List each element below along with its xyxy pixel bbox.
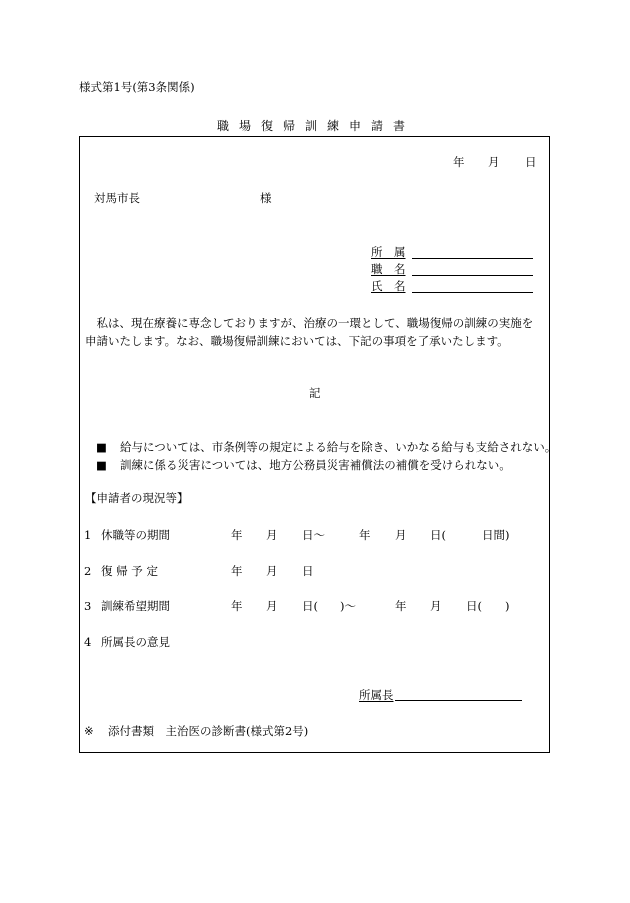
return-month: 月: [266, 564, 278, 578]
item-label-return-plan: 復 帰 予 定: [101, 564, 158, 578]
training-end-day: 日(: [466, 599, 482, 613]
request-text-line-1: 私は、現在療養に専念しておりますが、治療の一環として、職場復帰の訓練の実施を: [85, 316, 534, 330]
period-end-month: 月: [395, 528, 407, 542]
position-label: 職 名: [371, 262, 406, 276]
return-day: 日: [302, 564, 314, 578]
training-end-close: ): [505, 599, 510, 613]
name-label: 氏 名: [371, 279, 406, 293]
bullet-text-salary: 給与については、市条例等の規定による給与を除き、いかなる給与も支給されない。: [120, 440, 557, 454]
period-start-year: 年: [231, 528, 243, 542]
item-number: 1: [84, 528, 92, 542]
period-days: 日間): [482, 528, 510, 542]
bullet-square-icon: ■: [96, 440, 107, 454]
item-label-leave-period: 休職等の期間: [101, 528, 170, 542]
department-head-signature-field[interactable]: [395, 700, 522, 701]
request-text-line-2: 申請いたします。なお、職場復帰訓練においては、下記の事項を了承いたします。: [85, 334, 509, 348]
item-number: 4: [84, 635, 92, 649]
training-start-year: 年: [231, 599, 243, 613]
name-field[interactable]: [412, 292, 533, 293]
item-label-supervisor-opinion: 所属長の意見: [101, 635, 170, 649]
addressee-honorific: 様: [260, 191, 272, 205]
affiliation-label: 所 属: [371, 245, 406, 259]
date-year-label: 年: [453, 155, 465, 169]
item-number: 2: [84, 564, 92, 578]
item-number: 3: [84, 599, 92, 613]
date-month-label: 月: [488, 155, 500, 169]
bullet-text-disaster: 訓練に係る災害については、地方公務員災害補償法の補償を受けられない。: [120, 458, 511, 472]
addressee-name: 対馬市長: [94, 191, 140, 205]
department-head-signature-label: 所属長: [359, 688, 394, 702]
training-end-year: 年: [395, 599, 407, 613]
period-end-day: 日(: [430, 528, 446, 542]
period-start-day: 日～: [302, 528, 325, 542]
reference-mark-icon: ※: [84, 724, 94, 738]
return-year: 年: [231, 564, 243, 578]
document-title: 職場復帰訓練申請書: [216, 119, 415, 133]
bullet-square-icon: ■: [96, 458, 107, 472]
ki-note-heading: 記: [309, 386, 321, 400]
item-label-training-period: 訓練希望期間: [101, 599, 170, 613]
date-day-label: 日: [525, 155, 537, 169]
training-start-close: )～: [340, 599, 356, 613]
attachment-note: 添付書類 主治医の診断書(様式第2号): [108, 724, 309, 738]
period-start-month: 月: [266, 528, 278, 542]
training-end-month: 月: [430, 599, 442, 613]
status-heading: 【申請者の現況等】: [85, 491, 189, 505]
position-field[interactable]: [412, 275, 533, 276]
period-end-year: 年: [359, 528, 371, 542]
training-start-month: 月: [266, 599, 278, 613]
affiliation-field[interactable]: [412, 258, 533, 259]
form-number: 様式第1号(第3条関係): [79, 80, 195, 94]
training-start-day: 日(: [302, 599, 318, 613]
